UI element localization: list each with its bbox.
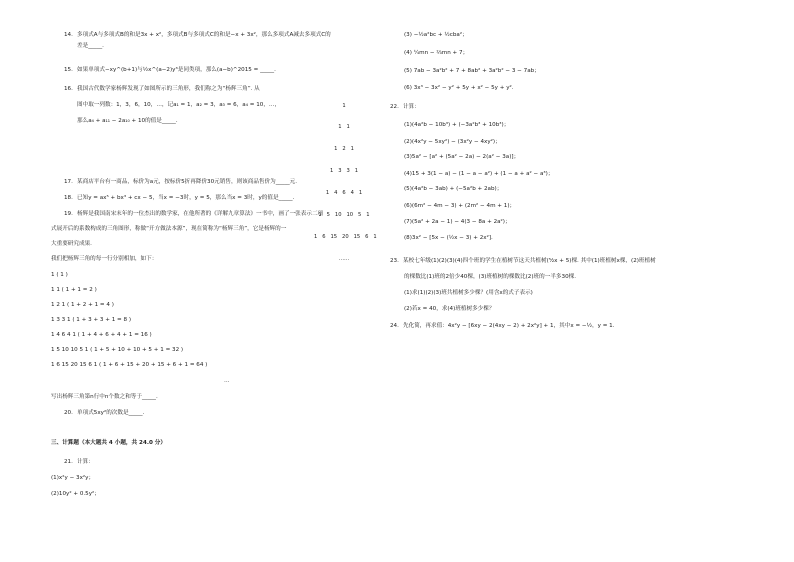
calc-item: (2)(4x²y − 5xy²) − (3x²y − 4xy²)； [404, 139, 501, 145]
question-15: 15. 如果单项式−xy^(b+1)与½x^(a−2)y³是同类项，那么(a−b)^2015 = _____. [64, 67, 276, 73]
question-19-ask: 写出杨辉三角第n行中n个数之和等于_____. [51, 394, 158, 400]
triangle-row: 1 6 15 20 15 6 1 ( 1 + 6 + 15 + 20 + 15 + 6 + 1 = 64 ) [51, 362, 208, 368]
question-14-line2: 差是_____. [77, 43, 104, 49]
question-23-part1: (1)求(1)(2)(3)班共植树多少棵？(用含x的式子表示) [404, 290, 533, 296]
calc-item: (6)(6m² − 4m − 3) + (2m² − 4m + 1)； [404, 203, 516, 209]
triangle-row: 1 2 1 ( 1 + 2 + 1 = 4 ) [51, 302, 114, 308]
question-16: 16. 我国古代数学家杨辉发现了如图所示的三角形，我们称之为“杨辉三角”. 从 [64, 86, 260, 92]
calc-item: (6) 3x³ − 3x² − y² + 5y + x² − 5y + y². [404, 85, 514, 91]
question-23-line2: 的棵数比(1)班的2倍少40棵，(3)班植树的棵数比(2)班的一半多30棵. [404, 274, 577, 280]
calc-item: (3)5a² − [a² + (5a² − 2a) − 2(a² − 3a)]； [404, 154, 520, 160]
question-20: 20. 单项式5xy²的次数是_____. [64, 410, 145, 416]
question-21-part2: (2)10y² + 0.5y²； [51, 491, 100, 497]
calc-item: (7)(5a² + 2a − 1) − 4(3 − 8a + 2a²)； [404, 219, 511, 225]
question-14: 14. 多项式A与多项式B的和是3x + x²，多项式B与多项式C的和是−x + 3x²，那么多项式A减去多项式C的 [64, 32, 331, 38]
question-18: 18. 已知y = ax⁵ + bx³ + cx − 5，当x = −3时，y = 5，那么当x = 3时，y的值是_____. [64, 195, 295, 201]
question-23: 23. 某校七年级(1)(2)(3)(4)四个班的学生在植树节这天共植树(⁵⁄₂x + 5)棵. 其中(1)班植树x棵，(2)班植树 [390, 258, 656, 264]
calc-item: (5) 7ab − 3a²b² + 7 + 8ab² + 3a²b² − 3 − 7ab； [404, 68, 540, 74]
question-22: 22. 计算： [390, 104, 420, 110]
yanghui-triangle-figure: 1 1 1 1 2 1 1 3 3 1 1 4 6 4 1 1 5 10 10 5 1 1 6 15 20 15 6 1 …… [314, 102, 377, 262]
question-19-line3: 大重要研究成果. [51, 241, 92, 247]
calc-item: (5)(4a²b − 3ab) + (−5a²b + 2ab)； [404, 186, 503, 192]
section-title-3: 三、计算题（本大题共 4 小题，共 24.0 分） [51, 440, 166, 446]
question-19-line4: 我们把杨辉三角的每一行分别相加，如下： [51, 256, 158, 262]
triangle-row: 1 5 10 10 5 1 ( 1 + 5 + 10 + 10 + 5 + 1 = 32 ) [51, 347, 184, 353]
triangle-row: 1 3 3 1 ( 1 + 3 + 3 + 1 = 8 ) [51, 317, 132, 323]
question-16-line2: 图中取一列数：1，3，6，10，…，记a₁ = 1，a₂ = 3，a₃ = 6，a₄ = 10，…， [77, 102, 281, 108]
question-24: 24. 先化简，再求值：4x²y − [6xy − 2(4xy − 2) + 2x²y] + 1，其中x = −½，y = 1. [390, 323, 615, 329]
calc-item: (4)15 + 3(1 − a) − (1 − a − a²) + (1 − a + a² − a³)； [404, 171, 554, 177]
triangle-row: 1 ( 1 ) [51, 272, 68, 278]
calc-item: (8)3x² − [5x − (½x − 3) + 2x²]. [404, 235, 493, 241]
triangle-row: 1 4 6 4 1 ( 1 + 4 + 6 + 4 + 1 = 16 ) [51, 332, 152, 338]
triangle-row: 1 1 ( 1 + 1 = 2 ) [51, 287, 97, 293]
calc-item: (4) ¼mn − ⅔mn + 7； [404, 50, 469, 56]
question-17: 17. 某商店平台有一商品，标价为a元，按标价5折再降价30元销售，则该商品售价为_____元. [64, 179, 298, 185]
ellipsis: … [224, 378, 230, 384]
question-21-part1: (1)x²y − 3x²y； [51, 475, 95, 481]
question-21: 21. 计算： [64, 459, 94, 465]
calc-item: (3) −½a²bc + ½cba²； [404, 32, 468, 38]
question-19: 19. 杨辉是我国南宋末年的一位杰出的数学家，在他所著的《详解九章算法》一书中，画了一张表示二项 [64, 211, 324, 217]
calc-item: (1)(4a²b − 10b³) + (−3a²b³ + 10b³)； [404, 122, 510, 128]
question-16-line3: 那么a₄ + a₁₁ − 2a₁₀ + 10的值是_____. [77, 118, 178, 124]
question-19-line2: 式展开后的系数构成的三角图形，称做“开方做法本源”，现在简称为“杨辉三角”，它是杨辉的一 [51, 226, 287, 232]
question-23-part2: (2)若x = 40，求(4)班植树多少棵？ [404, 306, 495, 312]
